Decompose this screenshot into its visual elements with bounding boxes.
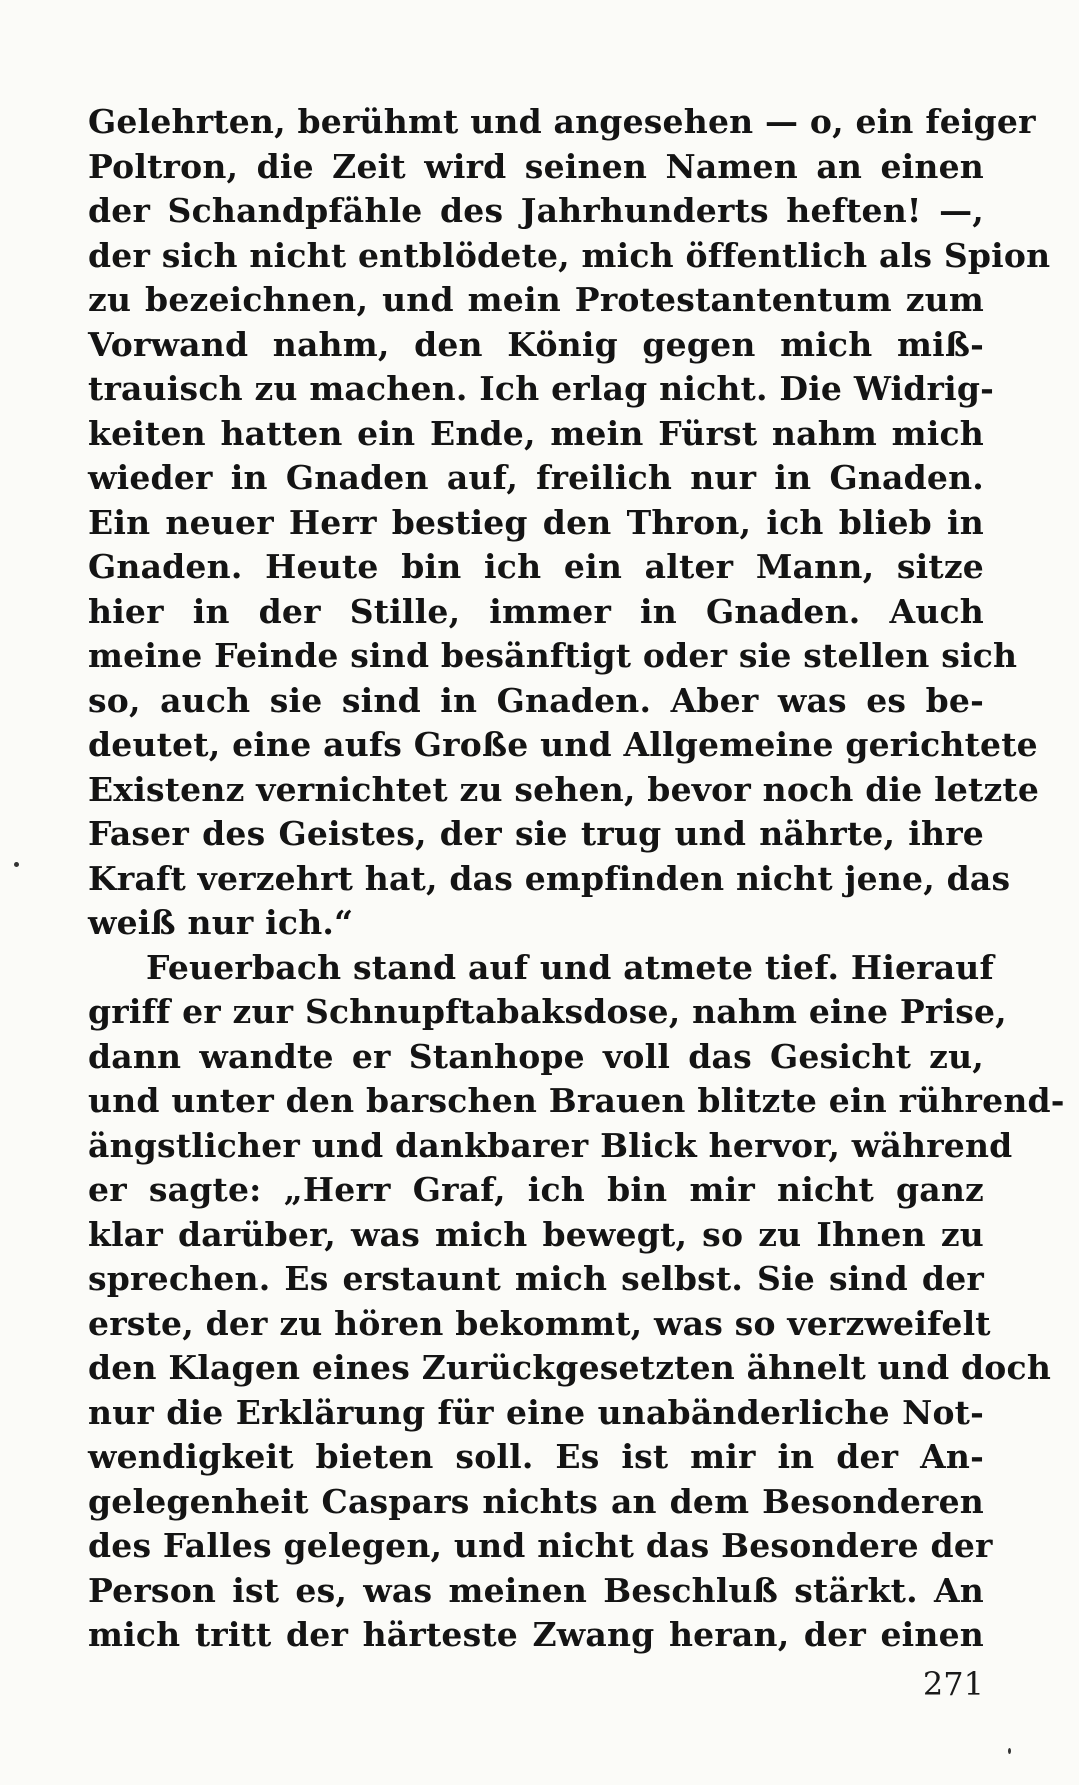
text-line: er sagte: „Herr Graf, ich bin mir nicht ganz: [88, 1170, 984, 1209]
text-line-paragraph-end: weiß nur ich.“: [88, 903, 354, 942]
text-line: und unter den barschen Brauen blitzte ein rührend-: [88, 1081, 1065, 1120]
text-line: wendigkeit bieten soll. Es ist mir in der An-: [88, 1437, 984, 1476]
text-line: dann wandte er Stanhope voll das Gesicht zu,: [88, 1036, 984, 1076]
text-line: des Falles gelegen, und nicht das Besondere der: [88, 1526, 993, 1565]
text-line: klar darüber, was mich bewegt, so zu Ihnen zu: [88, 1214, 984, 1254]
text-line: griff er zur Schnupftabaksdose, nahm eine Prise,: [88, 992, 1007, 1031]
text-line: Faser des Geistes, der sie trug und nährte, ihre: [88, 814, 984, 853]
text-line: sprechen. Es erstaunt mich selbst. Sie sind der: [88, 1259, 984, 1298]
text-line: so, auch sie sind in Gnaden. Aber was es be-: [88, 680, 984, 720]
print-speck: [14, 862, 19, 867]
print-speck: [1008, 1748, 1011, 1754]
text-line: Gelehrten, berühmt und angesehen — o, ein feiger: [88, 102, 1036, 141]
text-line: ängstlicher und dankbarer Blick hervor, während: [88, 1125, 1013, 1165]
text-line: mich tritt der härteste Zwang heran, der einen: [88, 1615, 984, 1654]
text-line: deutet, eine aufs Große und Allgemeine gerichtete: [88, 725, 1038, 764]
text-line: Person ist es, was meinen Beschluß stärkt. An: [88, 1570, 984, 1610]
text-line: trauisch zu machen. Ich erlag nicht. Die Widrig-: [88, 369, 994, 408]
text-line: Ein neuer Herr bestieg den Thron, ich blieb in: [88, 502, 984, 542]
text-line-paragraph-start: Feuerbach stand auf und atmete tief. Hierauf: [146, 947, 994, 987]
text-line: der sich nicht entblödete, mich öffentlich als Spion: [88, 235, 1051, 275]
text-line: hier in der Stille, immer in Gnaden. Auch: [88, 591, 984, 631]
text-line: der Schandpfähle des Jahrhunderts heften! —,: [88, 191, 984, 230]
body-text: [88, 100, 1065, 1658]
text-line: zu bezeichnen, und mein Protestantentum zum: [88, 280, 984, 319]
text-line: keiten hatten ein Ende, mein Fürst nahm mich: [88, 413, 984, 453]
page-number: 271: [922, 1665, 984, 1703]
text-line: Existenz vernichtet zu sehen, bevor noch die letzte: [88, 769, 1040, 809]
text-line: Kraft verzehrt hat, das empfinden nicht jene, das: [88, 858, 1011, 898]
text-line: Vorwand nahm, den König gegen mich miß-: [88, 324, 984, 364]
text-line: wieder in Gnaden auf, freilich nur in Gnaden.: [88, 458, 984, 497]
text-line: erste, der zu hören bekommt, was so verzweifelt: [88, 1303, 991, 1343]
text-line: nur die Erklärung für eine unabänderliche Not-: [88, 1392, 984, 1432]
text-line: Gnaden. Heute bin ich ein alter Mann, sitze: [88, 547, 984, 586]
text-line: Poltron, die Zeit wird seinen Namen an einen: [88, 146, 984, 186]
text-line: meine Feinde sind besänftigt oder sie stellen sich: [88, 636, 1018, 675]
text-line: gelegenheit Caspars nichts an dem Besonderen: [88, 1481, 984, 1521]
text-line: den Klagen eines Zurückgesetzten ähnelt und doch: [88, 1348, 1052, 1387]
